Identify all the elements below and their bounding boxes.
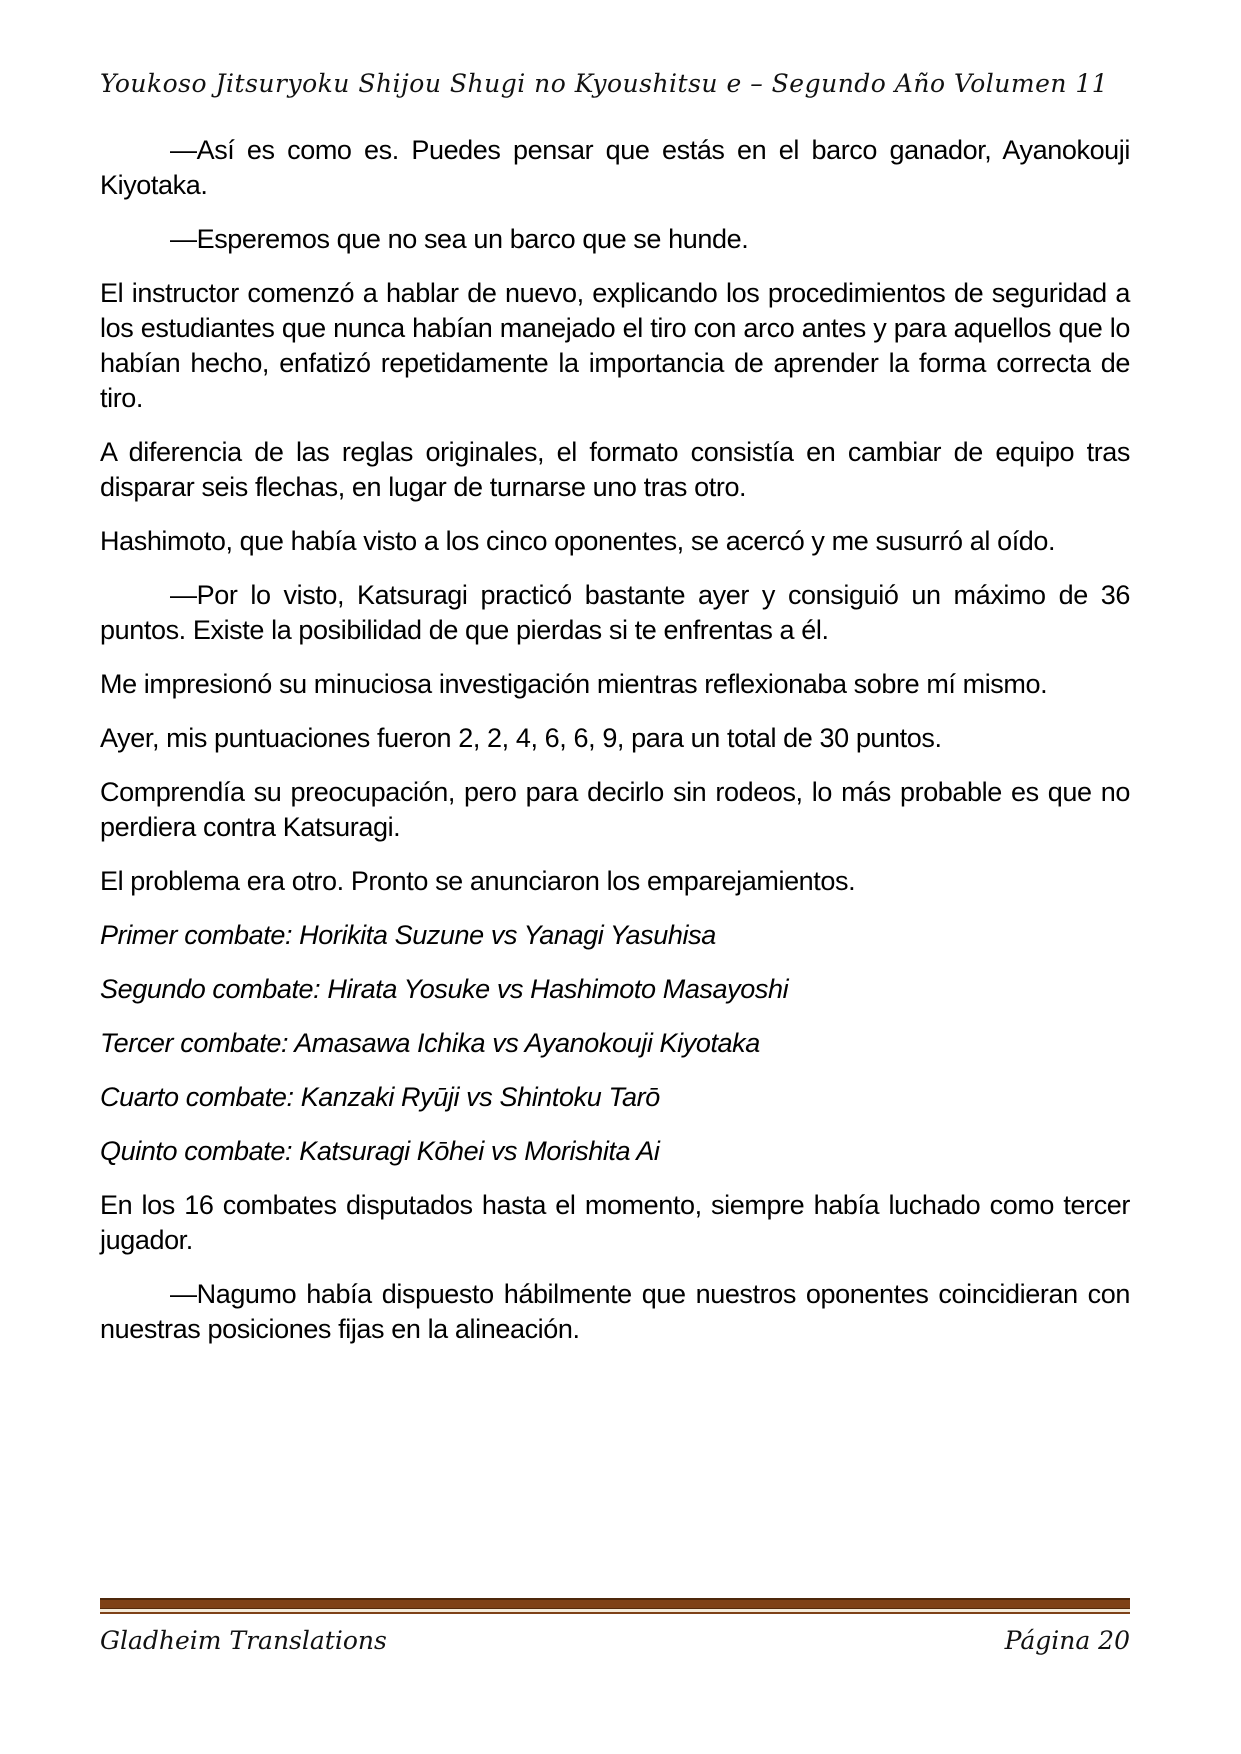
paragraph-combat-3: Tercer combate: Amasawa Ichika vs Ayanokouji Kiyotaka — [100, 1028, 760, 1058]
paragraph-narration: En los 16 combates disputados hasta el momento, siempre había luchado como tercer jugador. — [100, 1190, 1130, 1255]
paragraph-combat-4: Cuarto combate: Kanzaki Ryūji vs Shintoku Tarō — [100, 1082, 660, 1112]
paragraph-narration: Hashimoto, que había visto a los cinco oponentes, se acercó y me susurró al oído. — [100, 526, 1056, 556]
footer-translator-credit: Gladheim Translations — [100, 1626, 387, 1655]
paragraph-dialogue: —Esperemos que no sea un barco que se hunde. — [170, 224, 749, 254]
paragraph-combat-5: Quinto combate: Katsuragi Kōhei vs Morishita Ai — [100, 1136, 660, 1166]
paragraph-narration: Me impresionó su minuciosa investigación mientras reflexionaba sobre mí mismo. — [100, 669, 1048, 699]
paragraph-narration: El problema era otro. Pronto se anunciaron los emparejamientos. — [100, 866, 856, 896]
page-header — [100, 68, 1130, 100]
paragraph-combat-2: Segundo combate: Hirata Yosuke vs Hashimoto Masayoshi — [100, 974, 789, 1004]
header-title: Youkoso Jitsuryoku Shijou Shugi no Kyoushitsu e – Segundo Año Volumen 11 — [100, 69, 1109, 98]
paragraph-narration: Comprendía su preocupación, pero para decirlo sin rodeos, lo más probable es que no perdiera contra Katsuragi. — [100, 777, 1130, 842]
paragraph-narration: A diferencia de las reglas originales, el formato consistía en cambiar de equipo tras disparar seis flechas, en lugar de turnarse uno tras otro. — [100, 437, 1130, 502]
page-footer — [100, 1598, 1130, 1655]
footer-page-number: Página 20 — [1004, 1626, 1130, 1655]
paragraph-dialogue: —Así es como es. Puedes pensar que estás en el barco ganador, Ayanokouji Kiyotaka. — [100, 135, 1130, 200]
paragraph-narration: El instructor comenzó a hablar de nuevo, explicando los procedimientos de seguridad a los estudiantes que nunca habían manejado el tiro con arco antes y para aquellos que lo habían hecho, enfatizó repetidamente la importancia de aprender la forma correcta de tiro. — [100, 278, 1130, 413]
paragraph-dialogue: —Por lo visto, Katsuragi practicó bastante ayer y consiguió un máximo de 36 puntos. Existe la posibilidad de que pierdas si te enfrentas a él. — [100, 580, 1130, 645]
footer-rule-thick — [100, 1598, 1130, 1609]
page-content — [100, 133, 1130, 1366]
footer-row — [100, 1626, 1130, 1655]
footer-rule — [100, 1598, 1130, 1614]
paragraph-combat-1: Primer combate: Horikita Suzune vs Yanagi Yasuhisa — [100, 920, 716, 950]
paragraph-narration: Ayer, mis puntuaciones fueron 2, 2, 4, 6, 6, 9, para un total de 30 puntos. — [100, 723, 942, 753]
footer-rule-thin — [100, 1612, 1130, 1614]
paragraph-dialogue: —Nagumo había dispuesto hábilmente que nuestros oponentes coincidieran con nuestras posiciones fijas en la alineación. — [100, 1279, 1130, 1344]
